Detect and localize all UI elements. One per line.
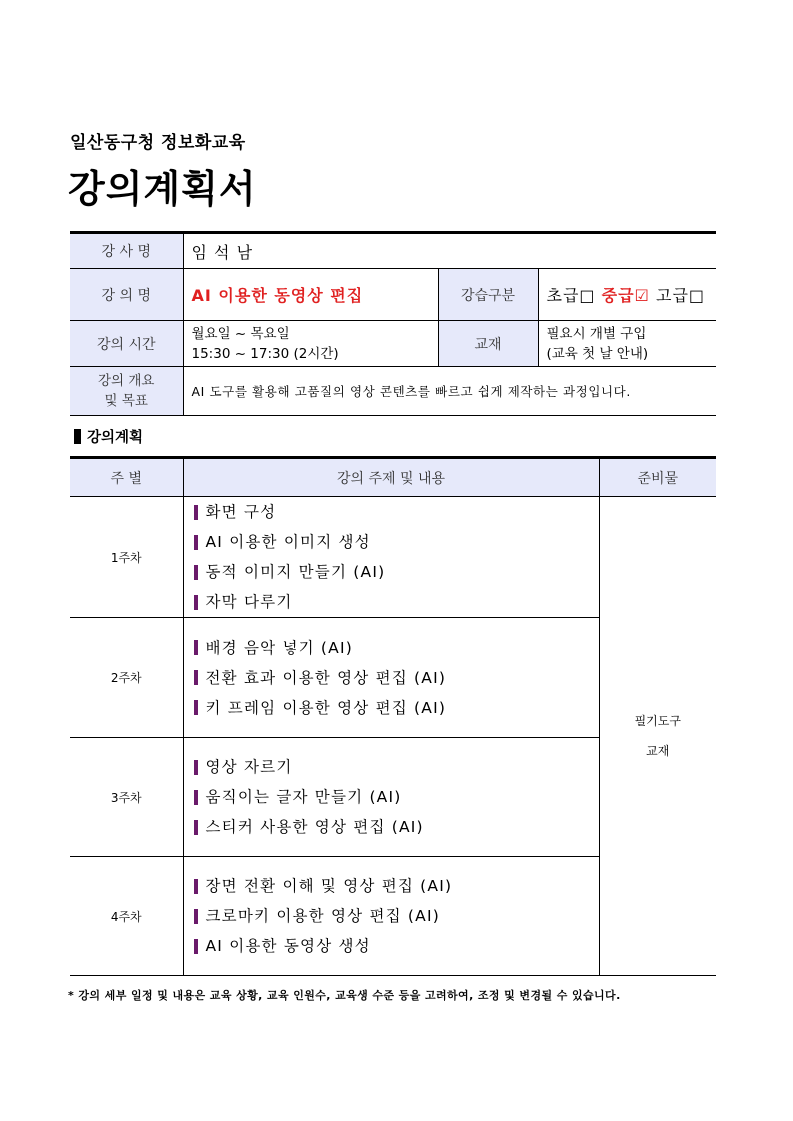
time-days: 월요일 ~ 목요일 bbox=[191, 325, 290, 342]
course-info-table bbox=[70, 231, 716, 416]
document-title: 강의계획서 bbox=[68, 167, 257, 211]
week-topics bbox=[183, 618, 599, 738]
time-label: 강의 시간 bbox=[70, 321, 183, 367]
week-label: 2주차 bbox=[70, 618, 183, 738]
materials-line2: 교재 bbox=[646, 744, 670, 758]
bullet-icon bbox=[194, 790, 198, 805]
level-beginner: 초급□ bbox=[546, 286, 596, 305]
table-row bbox=[70, 497, 716, 618]
list-item: 움직이는 글자 만들기 (AI) bbox=[194, 782, 599, 812]
instructor-name: 임 석 남 bbox=[183, 233, 716, 269]
time-hours: 15:30 ~ 17:30 (2시간) bbox=[191, 345, 339, 362]
course-time bbox=[183, 321, 438, 367]
list-item: AI 이용한 이미지 생성 bbox=[194, 527, 599, 557]
textbook-info bbox=[538, 321, 716, 367]
bullet-icon bbox=[194, 505, 198, 520]
bullet-icon bbox=[194, 879, 198, 894]
bullet-icon bbox=[194, 535, 198, 550]
summary-label-line2: 및 목표 bbox=[104, 393, 148, 409]
week-label: 3주차 bbox=[70, 738, 183, 857]
course-label: 강 의 명 bbox=[70, 269, 183, 321]
list-item: 화면 구성 bbox=[194, 497, 599, 527]
bullet-icon bbox=[194, 595, 198, 610]
bullet-icon bbox=[194, 939, 198, 954]
list-item: AI 이용한 동영상 생성 bbox=[194, 931, 599, 961]
list-item: 배경 음악 넣기 (AI) bbox=[194, 633, 599, 663]
bullet-icon bbox=[194, 640, 198, 655]
level-advanced: 고급□ bbox=[655, 286, 706, 305]
level-label: 강습구분 bbox=[438, 269, 538, 321]
organization-name: 일산동구청 정보화교육 bbox=[70, 133, 246, 153]
level-options bbox=[538, 269, 716, 321]
materials-cell bbox=[599, 497, 716, 976]
list-item: 동적 이미지 만들기 (AI) bbox=[194, 557, 599, 587]
list-item: 영상 자르기 bbox=[194, 752, 599, 782]
list-item: 크로마키 이용한 영상 편집 (AI) bbox=[194, 901, 599, 931]
materials-column-header: 준비물 bbox=[599, 458, 716, 497]
summary-label bbox=[70, 367, 183, 416]
materials-line1: 필기도구 bbox=[634, 714, 681, 728]
textbook-label: 교재 bbox=[438, 321, 538, 367]
week-topics bbox=[183, 738, 599, 857]
plan-section-label: 강의계획 bbox=[87, 430, 144, 446]
summary-label-line1: 강의 개요 bbox=[98, 373, 155, 389]
list-item: 장면 전환 이해 및 영상 편집 (AI) bbox=[194, 871, 599, 901]
list-item: 전환 효과 이용한 영상 편집 (AI) bbox=[194, 663, 599, 693]
bullet-icon bbox=[194, 700, 198, 715]
footnote: * 강의 세부 일정 및 내용은 교육 상황, 교육 인원수, 교육생 수준 등을 고려하여, 조정 및 변경될 수 있습니다. bbox=[68, 989, 621, 1002]
list-item: 스티커 사용한 영상 편집 (AI) bbox=[194, 812, 599, 842]
lesson-plan-table bbox=[70, 456, 716, 976]
instructor-label: 강 사 명 bbox=[70, 233, 183, 269]
week-label: 4주차 bbox=[70, 857, 183, 976]
bullet-icon bbox=[194, 760, 198, 775]
bullet-icon bbox=[194, 820, 198, 835]
bullet-icon bbox=[194, 909, 198, 924]
list-item: 키 프레임 이용한 영상 편집 (AI) bbox=[194, 693, 599, 723]
week-column-header: 주 별 bbox=[70, 458, 183, 497]
list-item: 자막 다루기 bbox=[194, 587, 599, 617]
topic-column-header: 강의 주제 및 내용 bbox=[183, 458, 599, 497]
course-name: AI 이용한 동영상 편집 bbox=[183, 269, 438, 321]
section-marker-icon bbox=[74, 429, 81, 444]
week-label: 1주차 bbox=[70, 497, 183, 618]
textbook-line1: 필요시 개별 구입 bbox=[546, 325, 647, 342]
textbook-line2: (교육 첫 날 안내) bbox=[546, 345, 649, 362]
plan-section-title bbox=[74, 426, 143, 447]
level-intermediate-checked: 중급☑ bbox=[601, 286, 650, 305]
course-summary: AI 도구를 활용해 고품질의 영상 콘텐츠를 빠르고 쉽게 제작하는 과정입니다. bbox=[183, 367, 716, 416]
week-topics bbox=[183, 857, 599, 976]
bullet-icon bbox=[194, 565, 198, 580]
bullet-icon bbox=[194, 670, 198, 685]
week-topics bbox=[183, 497, 599, 618]
